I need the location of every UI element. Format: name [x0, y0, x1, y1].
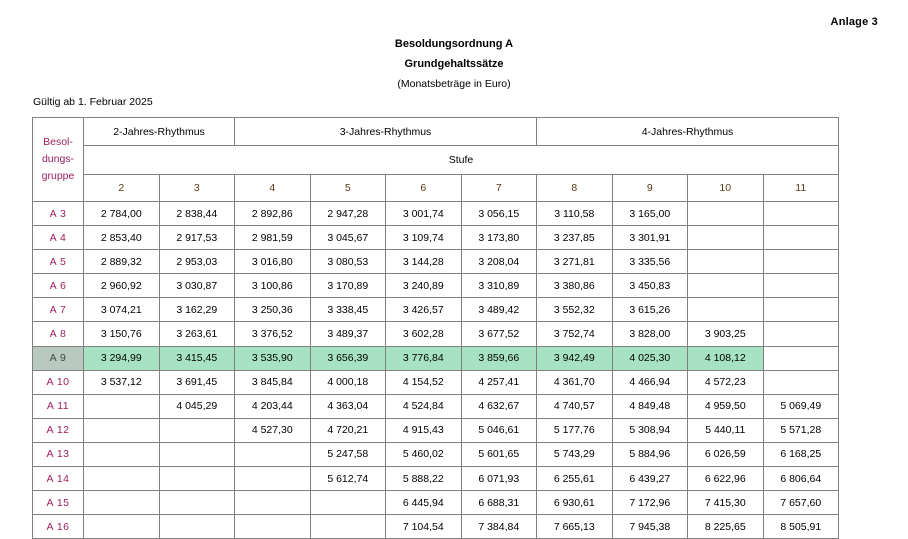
cell-a14-stufe11: 6 806,64 — [763, 467, 839, 491]
cell-a6-stufe4: 3 100,86 — [235, 274, 311, 298]
cell-a12-stufe6: 4 915,43 — [386, 418, 462, 442]
besoldungsgruppe-header-line3: gruppe — [41, 170, 75, 182]
cell-a11-stufe11: 5 069,49 — [763, 394, 839, 418]
cell-a13-stufe3 — [159, 442, 235, 466]
cell-a14-stufe6: 5 888,22 — [386, 467, 462, 491]
cell-a16-stufe3 — [159, 515, 235, 539]
cell-a13-stufe4 — [235, 442, 311, 466]
table-row — [33, 418, 839, 442]
cell-a12-stufe4: 4 527,30 — [235, 418, 311, 442]
cell-a11-stufe5: 4 363,04 — [310, 394, 386, 418]
stufe-column-header-4: 4 — [235, 175, 311, 202]
pay-scale-table-wrapper — [32, 117, 838, 539]
cell-a3-stufe10 — [688, 202, 764, 226]
cell-a16-stufe2 — [84, 515, 160, 539]
cell-a6-stufe8: 3 380,86 — [537, 274, 613, 298]
stufe-column-header-11: 11 — [763, 175, 839, 202]
header-row-rhythm — [33, 118, 839, 146]
cell-a13-stufe6: 5 460,02 — [386, 442, 462, 466]
besoldungsgruppe-header-line1: Besol- — [43, 136, 73, 148]
cell-a3-stufe5: 2 947,28 — [310, 202, 386, 226]
cell-a4-stufe7: 3 173,80 — [461, 226, 537, 250]
cell-a14-stufe8: 6 255,61 — [537, 467, 613, 491]
cell-a12-stufe9: 5 308,94 — [612, 418, 688, 442]
cell-a8-stufe8: 3 752,74 — [537, 322, 613, 346]
header-row-stufe — [33, 146, 839, 175]
cell-a8-stufe5: 3 489,37 — [310, 322, 386, 346]
cell-a7-stufe7: 3 489,42 — [461, 298, 537, 322]
validity-date: Gültig ab 1. Februar 2025 — [33, 96, 153, 108]
anlage-label: Anlage 3 — [830, 16, 878, 28]
cell-a3-stufe3: 2 838,44 — [159, 202, 235, 226]
table-row — [33, 346, 839, 370]
cell-a15-stufe9: 7 172,96 — [612, 491, 688, 515]
stufe-column-header-7: 7 — [461, 175, 537, 202]
stufe-column-header-10: 10 — [688, 175, 764, 202]
table-row — [33, 370, 839, 394]
cell-a14-stufe4 — [235, 467, 311, 491]
table-row — [33, 442, 839, 466]
cell-a4-stufe10 — [688, 226, 764, 250]
cell-a8-stufe6: 3 602,28 — [386, 322, 462, 346]
table-row — [33, 298, 839, 322]
cell-a9-stufe4: 3 535,90 — [235, 346, 311, 370]
cell-a6-stufe5: 3 170,89 — [310, 274, 386, 298]
cell-a12-stufe7: 5 046,61 — [461, 418, 537, 442]
cell-a15-stufe7: 6 688,31 — [461, 491, 537, 515]
cell-a4-stufe6: 3 109,74 — [386, 226, 462, 250]
cell-a5-stufe4: 3 016,80 — [235, 250, 311, 274]
cell-a16-stufe6: 7 104,54 — [386, 515, 462, 539]
rhythm-group-header-1: 2-Jahres-Rhythmus — [84, 118, 235, 146]
cell-a6-stufe6: 3 240,89 — [386, 274, 462, 298]
cell-a12-stufe3 — [159, 418, 235, 442]
cell-a14-stufe10: 6 622,96 — [688, 467, 764, 491]
cell-a7-stufe11 — [763, 298, 839, 322]
cell-a9-stufe10: 4 108,12 — [688, 346, 764, 370]
cell-a9-stufe6: 3 776,84 — [386, 346, 462, 370]
stufe-column-header-8: 8 — [537, 175, 613, 202]
table-header — [33, 118, 839, 202]
cell-a10-stufe4: 3 845,84 — [235, 370, 311, 394]
besoldungsgruppe-header-line2: dungs- — [41, 153, 75, 165]
table-row — [33, 322, 839, 346]
cell-a10-stufe10: 4 572,23 — [688, 370, 764, 394]
cell-a5-stufe10 — [688, 250, 764, 274]
cell-a10-stufe2: 3 537,12 — [84, 370, 160, 394]
page-subtitle-units: (Monatsbeträge in Euro) — [397, 78, 511, 90]
stufe-column-header-6: 6 — [386, 175, 462, 202]
cell-a12-stufe2 — [84, 418, 160, 442]
cell-a16-stufe5 — [310, 515, 386, 539]
cell-a13-stufe11: 6 168,25 — [763, 442, 839, 466]
cell-a11-stufe7: 4 632,67 — [461, 394, 537, 418]
cell-a11-stufe9: 4 849,48 — [612, 394, 688, 418]
cell-a10-stufe9: 4 466,94 — [612, 370, 688, 394]
besoldungsgruppe-header — [33, 118, 84, 202]
cell-a7-stufe2: 3 074,21 — [84, 298, 160, 322]
cell-a11-stufe6: 4 524,84 — [386, 394, 462, 418]
cell-a5-stufe7: 3 208,04 — [461, 250, 537, 274]
cell-a6-stufe3: 3 030,87 — [159, 274, 235, 298]
cell-a9-stufe7: 3 859,66 — [461, 346, 537, 370]
stufe-column-header-3: 3 — [159, 175, 235, 202]
cell-a15-stufe2 — [84, 491, 160, 515]
cell-a13-stufe2 — [84, 442, 160, 466]
page-subtitle: Grundgehaltssätze — [404, 58, 504, 70]
cell-a10-stufe6: 4 154,52 — [386, 370, 462, 394]
cell-a8-stufe11 — [763, 322, 839, 346]
stufe-column-header-5: 5 — [310, 175, 386, 202]
table-row — [33, 226, 839, 250]
row-label-a13: A 13 — [33, 442, 84, 466]
cell-a15-stufe4 — [235, 491, 311, 515]
cell-a7-stufe4: 3 250,36 — [235, 298, 311, 322]
rhythm-group-header-3: 4-Jahres-Rhythmus — [537, 118, 839, 146]
cell-a3-stufe2: 2 784,00 — [84, 202, 160, 226]
cell-a12-stufe5: 4 720,21 — [310, 418, 386, 442]
cell-a5-stufe6: 3 144,28 — [386, 250, 462, 274]
cell-a7-stufe8: 3 552,32 — [537, 298, 613, 322]
cell-a11-stufe10: 4 959,50 — [688, 394, 764, 418]
cell-a11-stufe2 — [84, 394, 160, 418]
pay-scale-table — [32, 117, 839, 539]
cell-a9-stufe2: 3 294,99 — [84, 346, 160, 370]
cell-a13-stufe8: 5 743,29 — [537, 442, 613, 466]
cell-a7-stufe3: 3 162,29 — [159, 298, 235, 322]
cell-a3-stufe7: 3 056,15 — [461, 202, 537, 226]
cell-a13-stufe10: 6 026,59 — [688, 442, 764, 466]
cell-a15-stufe10: 7 415,30 — [688, 491, 764, 515]
table-row — [33, 515, 839, 539]
cell-a5-stufe5: 3 080,53 — [310, 250, 386, 274]
cell-a8-stufe2: 3 150,76 — [84, 322, 160, 346]
cell-a9-stufe8: 3 942,49 — [537, 346, 613, 370]
cell-a4-stufe5: 3 045,67 — [310, 226, 386, 250]
row-label-a7: A 7 — [33, 298, 84, 322]
rhythm-group-header-2: 3-Jahres-Rhythmus — [235, 118, 537, 146]
table-body — [33, 202, 839, 539]
cell-a10-stufe7: 4 257,41 — [461, 370, 537, 394]
cell-a6-stufe10 — [688, 274, 764, 298]
cell-a11-stufe8: 4 740,57 — [537, 394, 613, 418]
cell-a14-stufe9: 6 439,27 — [612, 467, 688, 491]
cell-a4-stufe3: 2 917,53 — [159, 226, 235, 250]
cell-a13-stufe9: 5 884,96 — [612, 442, 688, 466]
cell-a16-stufe11: 8 505,91 — [763, 515, 839, 539]
table-row — [33, 274, 839, 298]
cell-a14-stufe2 — [84, 467, 160, 491]
stufe-column-header-9: 9 — [612, 175, 688, 202]
cell-a6-stufe9: 3 450,83 — [612, 274, 688, 298]
cell-a4-stufe9: 3 301,91 — [612, 226, 688, 250]
cell-a9-stufe3: 3 415,45 — [159, 346, 235, 370]
page-title: Besoldungsordnung A — [394, 38, 514, 50]
stufe-header-label: Stufe — [84, 146, 839, 175]
cell-a16-stufe8: 7 665,13 — [537, 515, 613, 539]
cell-a5-stufe8: 3 271,81 — [537, 250, 613, 274]
cell-a3-stufe11 — [763, 202, 839, 226]
row-label-a10: A 10 — [33, 370, 84, 394]
cell-a12-stufe10: 5 440,11 — [688, 418, 764, 442]
cell-a4-stufe2: 2 853,40 — [84, 226, 160, 250]
row-label-a15: A 15 — [33, 491, 84, 515]
cell-a13-stufe5: 5 247,58 — [310, 442, 386, 466]
cell-a3-stufe6: 3 001,74 — [386, 202, 462, 226]
cell-a14-stufe5: 5 612,74 — [310, 467, 386, 491]
cell-a9-stufe11 — [763, 346, 839, 370]
cell-a15-stufe3 — [159, 491, 235, 515]
cell-a11-stufe3: 4 045,29 — [159, 394, 235, 418]
row-label-a16: A 16 — [33, 515, 84, 539]
cell-a8-stufe3: 3 263,61 — [159, 322, 235, 346]
cell-a15-stufe8: 6 930,61 — [537, 491, 613, 515]
cell-a10-stufe5: 4 000,18 — [310, 370, 386, 394]
cell-a4-stufe8: 3 237,85 — [537, 226, 613, 250]
cell-a7-stufe10 — [688, 298, 764, 322]
table-row — [33, 394, 839, 418]
cell-a8-stufe4: 3 376,52 — [235, 322, 311, 346]
cell-a12-stufe8: 5 177,76 — [537, 418, 613, 442]
cell-a3-stufe9: 3 165,00 — [612, 202, 688, 226]
row-label-a14: A 14 — [33, 467, 84, 491]
cell-a15-stufe11: 7 657,60 — [763, 491, 839, 515]
cell-a9-stufe5: 3 656,39 — [310, 346, 386, 370]
row-label-a11: A 11 — [33, 394, 84, 418]
cell-a13-stufe7: 5 601,65 — [461, 442, 537, 466]
cell-a3-stufe4: 2 892,86 — [235, 202, 311, 226]
cell-a5-stufe2: 2 889,32 — [84, 250, 160, 274]
cell-a7-stufe5: 3 338,45 — [310, 298, 386, 322]
row-label-a8: A 8 — [33, 322, 84, 346]
cell-a7-stufe9: 3 615,26 — [612, 298, 688, 322]
cell-a6-stufe2: 2 960,92 — [84, 274, 160, 298]
table-row — [33, 467, 839, 491]
cell-a11-stufe4: 4 203,44 — [235, 394, 311, 418]
table-row — [33, 491, 839, 515]
document-title-block — [0, 38, 908, 90]
cell-a8-stufe10: 3 903,25 — [688, 322, 764, 346]
cell-a10-stufe8: 4 361,70 — [537, 370, 613, 394]
cell-a8-stufe9: 3 828,00 — [612, 322, 688, 346]
cell-a16-stufe4 — [235, 515, 311, 539]
cell-a6-stufe11 — [763, 274, 839, 298]
cell-a15-stufe6: 6 445,94 — [386, 491, 462, 515]
cell-a16-stufe7: 7 384,84 — [461, 515, 537, 539]
cell-a10-stufe3: 3 691,45 — [159, 370, 235, 394]
row-label-a6: A 6 — [33, 274, 84, 298]
cell-a5-stufe3: 2 953,03 — [159, 250, 235, 274]
cell-a6-stufe7: 3 310,89 — [461, 274, 537, 298]
cell-a15-stufe5 — [310, 491, 386, 515]
row-label-a9: A 9 — [33, 346, 84, 370]
cell-a16-stufe9: 7 945,38 — [612, 515, 688, 539]
table-row — [33, 250, 839, 274]
header-row-stufe-numbers — [33, 175, 839, 202]
row-label-a3: A 3 — [33, 202, 84, 226]
cell-a5-stufe11 — [763, 250, 839, 274]
cell-a4-stufe4: 2 981,59 — [235, 226, 311, 250]
row-label-a4: A 4 — [33, 226, 84, 250]
cell-a3-stufe8: 3 110,58 — [537, 202, 613, 226]
cell-a9-stufe9: 4 025,30 — [612, 346, 688, 370]
cell-a5-stufe9: 3 335,56 — [612, 250, 688, 274]
cell-a8-stufe7: 3 677,52 — [461, 322, 537, 346]
row-label-a5: A 5 — [33, 250, 84, 274]
row-label-a12: A 12 — [33, 418, 84, 442]
cell-a7-stufe6: 3 426,57 — [386, 298, 462, 322]
stufe-column-header-2: 2 — [84, 175, 160, 202]
cell-a16-stufe10: 8 225,65 — [688, 515, 764, 539]
table-row — [33, 202, 839, 226]
cell-a12-stufe11: 5 571,28 — [763, 418, 839, 442]
cell-a14-stufe7: 6 071,93 — [461, 467, 537, 491]
cell-a4-stufe11 — [763, 226, 839, 250]
cell-a10-stufe11 — [763, 370, 839, 394]
cell-a14-stufe3 — [159, 467, 235, 491]
